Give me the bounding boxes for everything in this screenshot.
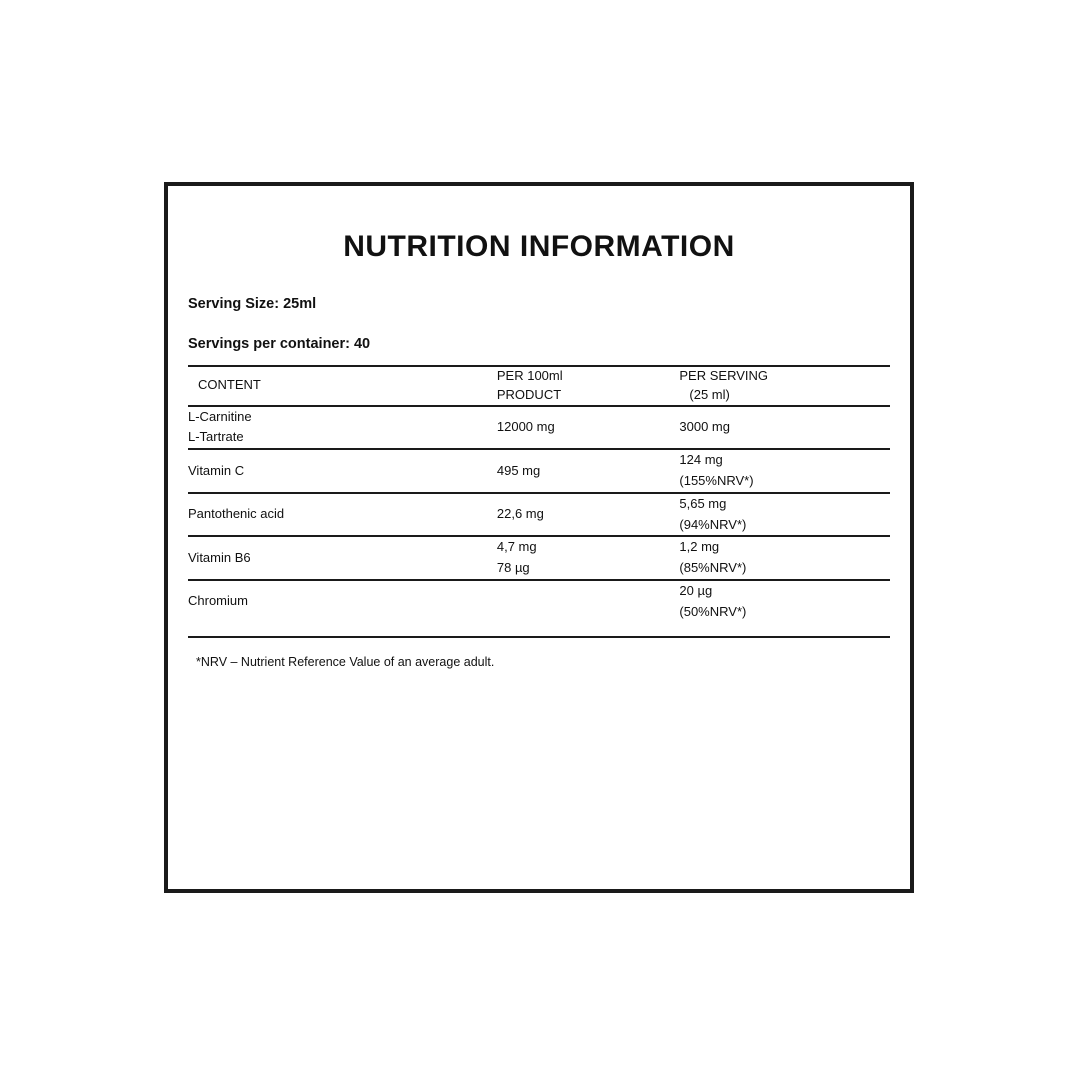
row-serving-line2: (155%NRV*) [679,473,754,489]
table-row [188,536,890,580]
row-name-line1: Vitamin B6 [188,549,251,565]
row-serving-cell [679,406,890,450]
row-per100-cell [497,449,680,493]
servings-per-container-text: Servings per container: 40 [188,336,371,352]
row-serving-line1: 5,65 mg [679,495,727,511]
header-serving-line2: (25 ml) [689,386,730,402]
row-serving-cell [679,536,890,580]
row-serving-cell [679,493,890,537]
row-name-line1: Chromium [188,593,248,609]
header-per100-cell [497,367,680,406]
header-per100-line2: PRODUCT [496,386,562,402]
row-name-cell [188,580,497,623]
nutrition-table [188,367,890,623]
row-per100-line1: 22,6 mg [496,506,544,522]
row-per100-line1: 495 mg [496,462,541,478]
row-name-line1: L-Carnitine [188,408,252,424]
page-title: NUTRITION INFORMATION [343,230,735,263]
row-name-cell [188,536,497,580]
row-serving-cell [679,580,890,623]
table-row [188,493,890,537]
header-serving-line1: PER SERVING [679,368,769,383]
row-serving-line2: (85%NRV*) [679,560,747,576]
row-serving-line1: 124 mg [679,452,723,468]
row-name-line1: Pantothenic acid [188,506,285,522]
row-serving-cell [679,449,890,493]
table-header-row [188,367,890,406]
row-serving-line1: 20 µg [679,583,713,599]
row-per100-cell [497,580,680,623]
row-per100-cell [497,406,680,450]
row-name-cell [188,493,497,537]
row-name-line2: L-Tartrate [188,429,244,445]
row-per100-cell [497,536,680,580]
nutrition-information-panel [164,182,914,893]
row-per100-line2: 78 µg [496,560,530,576]
row-name-line1: Vitamin C [188,462,245,478]
serving-size-text: Serving Size: 25ml [188,296,317,312]
row-per100-line1: 4,7 mg [496,539,537,555]
header-content-cell [188,367,497,406]
header-per100-line1: PER 100ml [496,368,563,383]
table-row [188,406,890,450]
row-per100-line1: 12000 mg [496,419,555,435]
panel-inner [188,186,890,889]
row-serving-line1: 3000 mg [679,419,730,435]
table-row [188,449,890,493]
row-name-cell [188,449,497,493]
header-content-label: CONTENT [198,377,261,393]
table-row [188,580,890,623]
header-serving-cell [679,367,890,406]
row-per100-cell [497,493,680,537]
nrv-footnote: *NRV – Nutrient Reference Value of an average adult. [196,654,495,669]
row-serving-line2: (50%NRV*) [679,603,747,619]
row-serving-line1: 1,2 mg [679,539,720,555]
row-name-cell [188,406,497,450]
row-serving-line2: (94%NRV*) [679,516,747,532]
